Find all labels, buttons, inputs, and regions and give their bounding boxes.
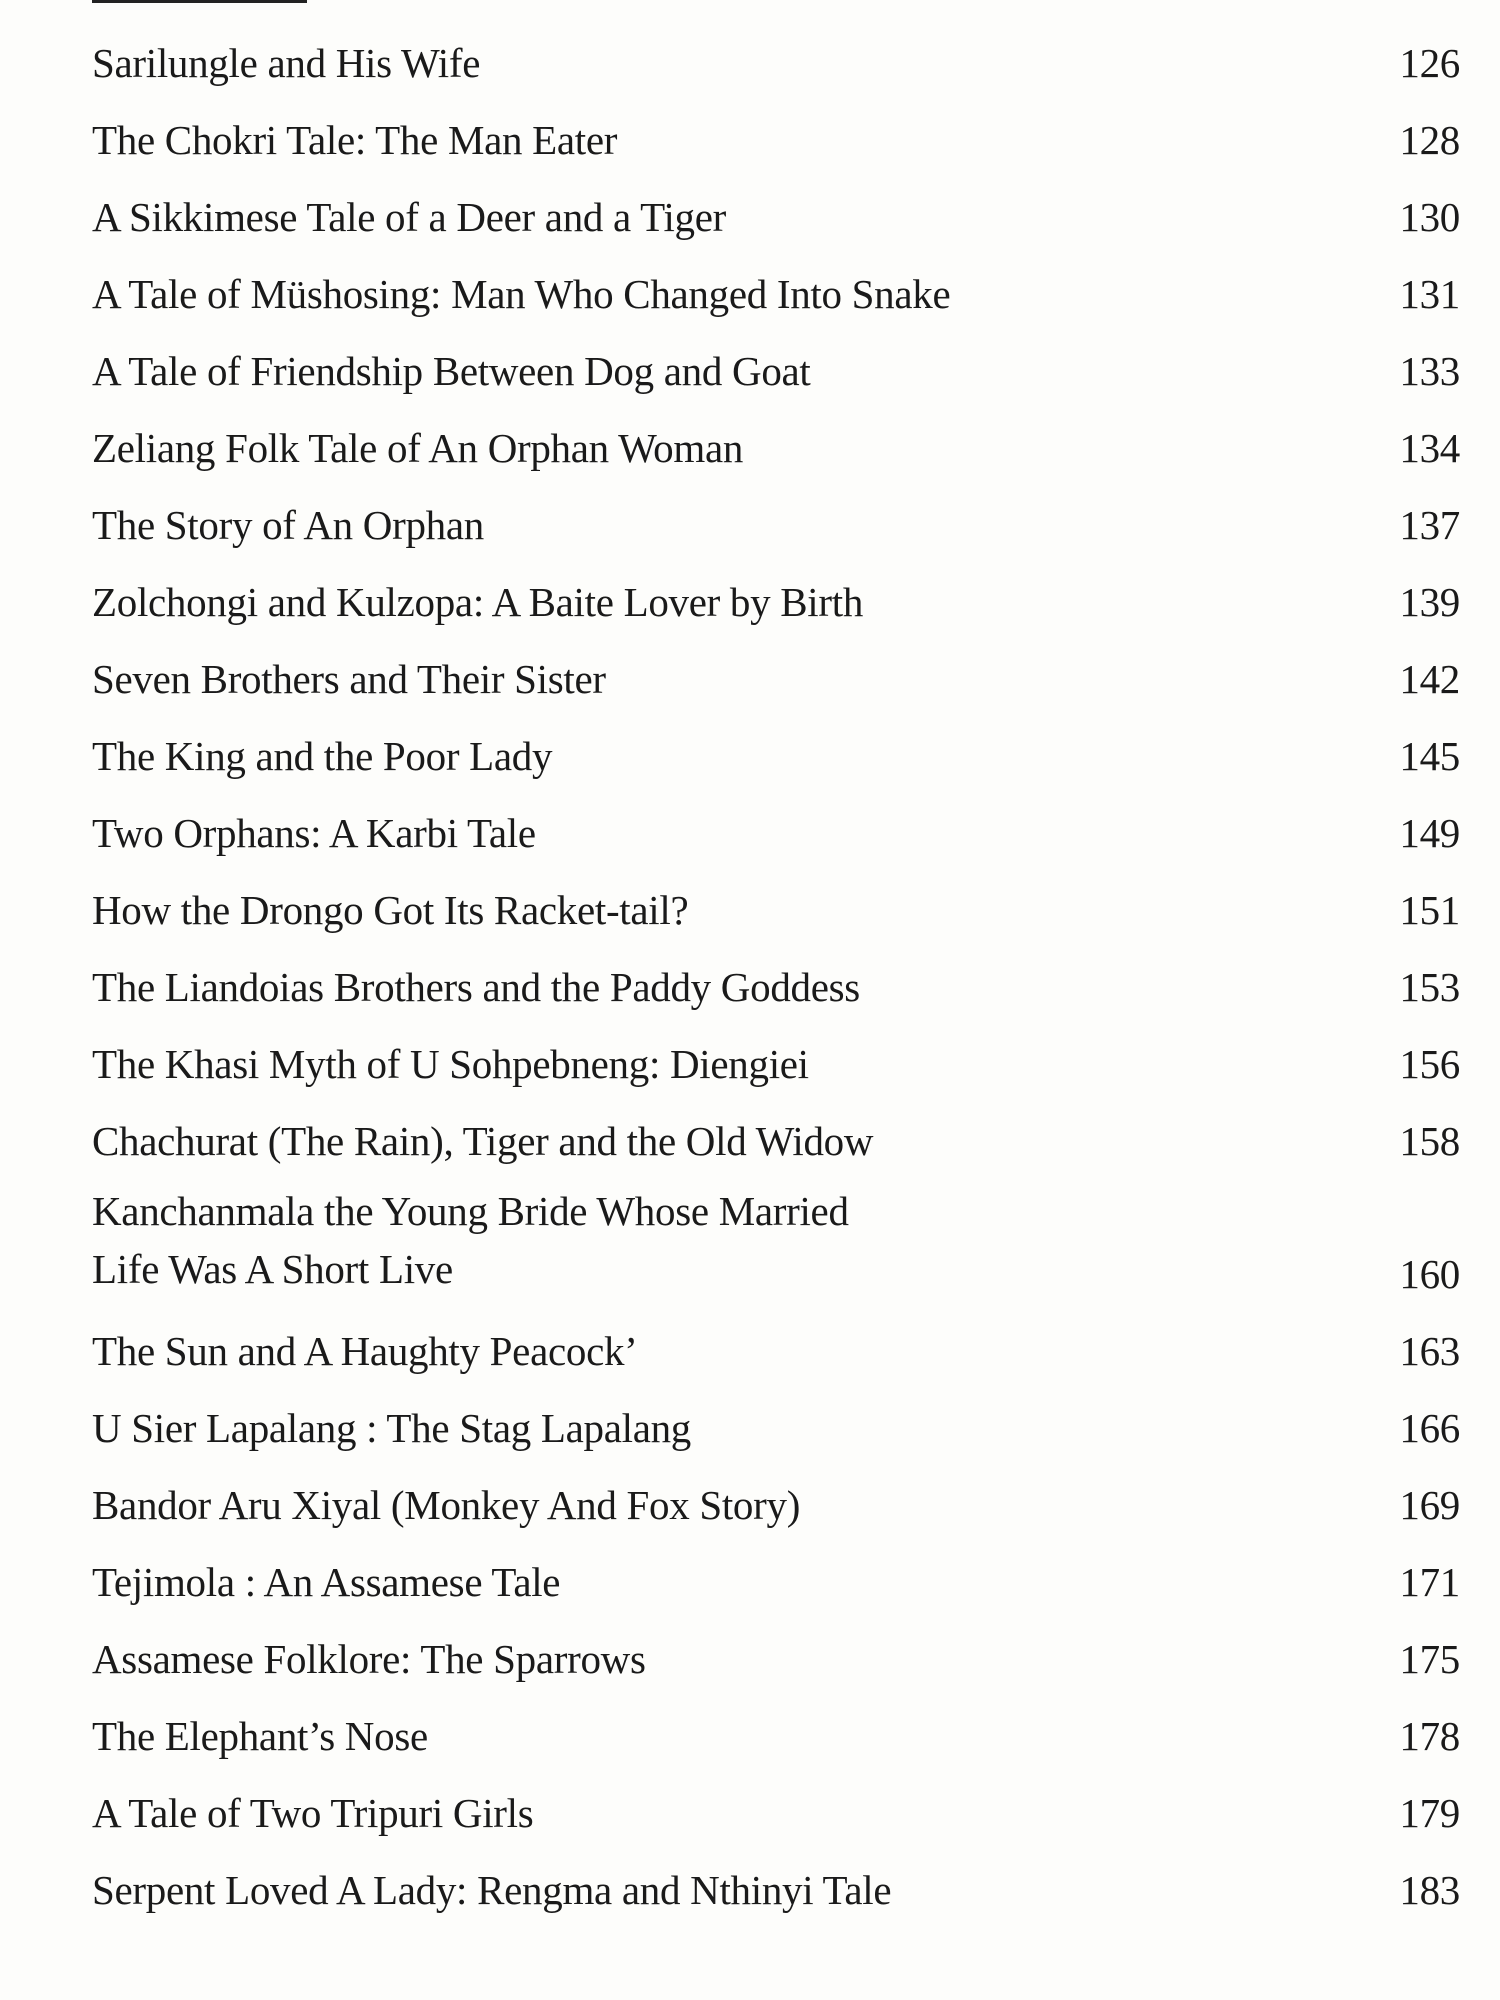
- toc-entry: [92, 1019, 1460, 1096]
- toc-entry-page: 145: [1399, 733, 1460, 779]
- toc-entry-title: Tejimola : An Assamese Tale: [92, 1559, 561, 1605]
- toc-entry-title: The Elephant’s Nose: [92, 1713, 428, 1759]
- toc-entry-title: The Story of An Orphan: [92, 502, 484, 548]
- toc-entry-page: 149: [1399, 810, 1460, 856]
- toc-entry-title: Bandor Aru Xiyal (Monkey And Fox Story): [92, 1482, 801, 1528]
- toc-entry: [92, 711, 1460, 788]
- toc-entry: [92, 1845, 1460, 1922]
- toc-entry-title: How the Drongo Got Its Racket-tail?: [92, 887, 689, 933]
- toc-entry-page: 169: [1399, 1482, 1460, 1528]
- toc-entry: [92, 788, 1460, 865]
- toc-entry: [92, 557, 1460, 634]
- toc-entry: [92, 18, 1460, 95]
- toc-entry-title: The Chokri Tale: The Man Eater: [92, 117, 618, 163]
- toc-entry-title: A Tale of Two Tripuri Girls: [92, 1790, 534, 1836]
- toc-entry: [92, 172, 1460, 249]
- toc-entry-title: The King and the Poor Lady: [92, 733, 553, 779]
- toc-entry: [92, 403, 1460, 480]
- toc-entry: [92, 1306, 1460, 1383]
- toc-entry: [92, 249, 1460, 326]
- toc-entry-page: 151: [1399, 887, 1460, 933]
- toc-entry-title: The Khasi Myth of U Sohpebneng: Diengiei: [92, 1041, 809, 1087]
- toc-entry: [92, 1383, 1460, 1460]
- toc-entry-page: 175: [1399, 1636, 1460, 1682]
- toc-entry-page: 134: [1399, 425, 1460, 471]
- toc-entry-title: Assamese Folklore: The Sparrows: [92, 1636, 646, 1682]
- top-rule: [92, 0, 307, 3]
- table-of-contents: [92, 18, 1460, 1922]
- toc-entry: [92, 1460, 1460, 1537]
- toc-entry-title: A Sikkimese Tale of a Deer and a Tiger: [92, 194, 727, 240]
- toc-entry-title: Seven Brothers and Their Sister: [92, 656, 606, 702]
- toc-entry: [92, 1096, 1460, 1173]
- toc-entry-page: 130: [1399, 194, 1460, 240]
- toc-entry-title: A Tale of Müshosing: Man Who Changed Into Snake: [92, 271, 951, 317]
- toc-entry-page: 171: [1399, 1559, 1460, 1605]
- toc-entry-page: 160: [1399, 1251, 1460, 1297]
- toc-entry-title: Chachurat (The Rain), Tiger and the Old Widow: [92, 1118, 874, 1164]
- toc-entry: [92, 1537, 1460, 1614]
- toc-entry: [92, 942, 1460, 1019]
- toc-entry: [92, 1173, 1460, 1306]
- toc-entry-title: The Sun and A Haughty Peacock’: [92, 1328, 638, 1374]
- toc-entry-page: 158: [1399, 1118, 1460, 1164]
- toc-entry-page: 179: [1399, 1790, 1460, 1836]
- toc-entry-title: Serpent Loved A Lady: Rengma and Nthinyi Tale: [92, 1867, 892, 1913]
- toc-entry-title: A Tale of Friendship Between Dog and Goat: [92, 348, 811, 394]
- toc-entry: [92, 1614, 1460, 1691]
- toc-entry-title: Zolchongi and Kulzopa: A Baite Lover by Birth: [92, 579, 864, 625]
- toc-entry: [92, 95, 1460, 172]
- toc-entry-page: 131: [1399, 271, 1460, 317]
- toc-entry-title: U Sier Lapalang : The Stag Lapalang: [92, 1405, 691, 1451]
- toc-entry-page: 156: [1399, 1041, 1460, 1087]
- toc-entry-page: 137: [1399, 502, 1460, 548]
- toc-entry-title: Two Orphans: A Karbi Tale: [92, 810, 536, 856]
- toc-entry-page: 183: [1399, 1867, 1460, 1913]
- toc-entry: [92, 634, 1460, 711]
- toc-entry-page: 128: [1399, 117, 1460, 163]
- toc-entry-page: 139: [1399, 579, 1460, 625]
- toc-entry: [92, 326, 1460, 403]
- toc-entry-title: Kanchanmala the Young Bride Whose Married Life Was A Short Live: [92, 1188, 849, 1292]
- toc-entry-page: 178: [1399, 1713, 1460, 1759]
- toc-entry: [92, 1691, 1460, 1768]
- toc-entry-page: 142: [1399, 656, 1460, 702]
- toc-entry-page: 153: [1399, 964, 1460, 1010]
- toc-entry-page: 133: [1399, 348, 1460, 394]
- toc-entry-title: The Liandoias Brothers and the Paddy Goddess: [92, 964, 860, 1010]
- toc-entry-page: 166: [1399, 1405, 1460, 1451]
- toc-entry-page: 126: [1399, 40, 1460, 86]
- toc-entry-title: Sarilungle and His Wife: [92, 40, 481, 86]
- toc-entry-title: Zeliang Folk Tale of An Orphan Woman: [92, 425, 744, 471]
- toc-entry: [92, 480, 1460, 557]
- toc-entry-page: 163: [1399, 1328, 1460, 1374]
- toc-entry: [92, 865, 1460, 942]
- toc-entry: [92, 1768, 1460, 1845]
